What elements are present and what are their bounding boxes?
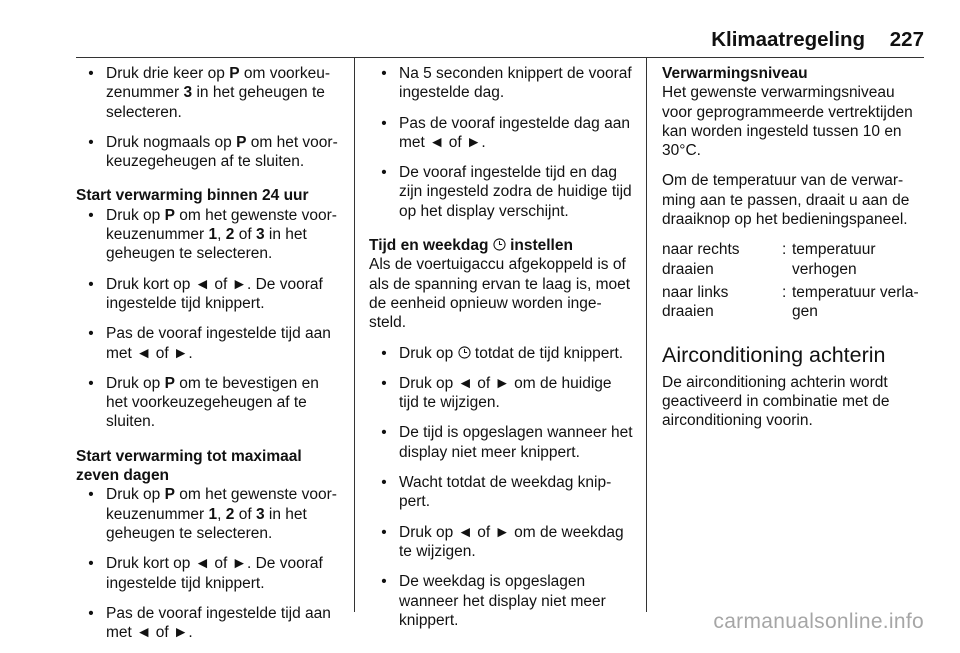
column-2	[369, 64, 633, 641]
section-title: Airconditioning achterin	[662, 342, 886, 367]
bullet: •	[381, 474, 387, 492]
bullet: •	[88, 604, 94, 622]
watermark: carmanualsonline.info	[713, 610, 924, 633]
list-item: • De weekdag is opgeslagen wanneer het display niet meer knippert.	[369, 572, 633, 630]
control-table-row: naar rechts draaien : temperatuur verhogen	[662, 241, 876, 278]
bullet: •	[381, 424, 387, 442]
list-item: • De vooraf ingestelde tijd en dag zijn ingesteld zodra de huidige tijd op het display verschijnt.	[369, 163, 633, 221]
left-arrow-icon: ◄	[429, 133, 445, 151]
column-3	[662, 64, 926, 441]
right-arrow-icon: ►	[494, 374, 510, 392]
paragraph: Om de temperatuur van de verwar-ming aan te passen, draait u aan de draaiknop op het bedieningspaneel.	[662, 172, 910, 229]
list-item: • Druk drie keer op P om voorkeu-zenummer 3 in het geheugen te selecteren.	[76, 64, 342, 122]
paragraph: Het gewenste verwarmingsniveau voor geprogrammeerde vertrektijden kan worden ingesteld tussen 10 en 30°C.	[662, 84, 913, 160]
section-heading: Start verwarming binnen 24 uur	[76, 187, 309, 205]
list-item: • Druk kort op ◄ of ►. De vooraf ingestelde tijd knippert.	[76, 275, 342, 314]
bullet: •	[381, 344, 387, 362]
bullet: •	[88, 325, 94, 343]
left-arrow-icon: ◄	[457, 374, 473, 392]
left-arrow-icon: ◄	[457, 523, 473, 541]
list-item: • Druk op P om het gewenste voor-keuzenummer 1, 2 of 3 in het geheugen te selecteren.	[76, 485, 342, 543]
bullet: •	[88, 374, 94, 392]
list-item: • Druk kort op ◄ of ►. De vooraf ingestelde tijd knippert.	[76, 554, 342, 593]
left-arrow-icon: ◄	[194, 555, 211, 573]
control-table-row: naar links draaien : temperatuur verla-gen	[662, 283, 919, 321]
header-rule	[76, 57, 924, 58]
column-divider-2	[646, 58, 647, 612]
bullet: •	[88, 555, 94, 573]
list-item: • De tijd is opgeslagen wanneer het display niet meer knippert.	[369, 423, 633, 462]
list-item: • Wacht totdat de weekdag knip-pert.	[369, 473, 633, 512]
list-item: • Druk op P om het gewenste voor-keuzenummer 1, 2 of 3 in het geheugen te selecteren.	[76, 206, 342, 264]
left-arrow-icon: ◄	[194, 275, 211, 293]
paragraph: Als de voertuigaccu afgekoppeld is of als de spanning ervan te laag is, moet de eenheid opnieuw worden inge-steld.	[369, 256, 631, 332]
page-header	[0, 0, 960, 58]
bullet: •	[88, 133, 94, 151]
bullet: •	[88, 486, 94, 504]
bullet: •	[381, 374, 387, 392]
bullet: •	[381, 65, 387, 82]
list-item: • Na 5 seconden knippert de vooraf ingestelde dag.	[369, 64, 633, 103]
column-1	[76, 64, 342, 653]
left-arrow-icon: ◄	[136, 624, 152, 642]
list-item: • Druk op totdat de tijd knippert.	[369, 344, 633, 363]
left-arrow-icon: ◄	[136, 344, 152, 362]
right-arrow-icon: ►	[231, 275, 247, 293]
clock-icon	[458, 346, 471, 359]
list-item: • Druk nogmaals op P om het voor-keuzegeheugen af te sluiten.	[76, 133, 342, 172]
bullet: •	[381, 573, 387, 591]
clock-icon	[493, 238, 506, 251]
column-divider-1	[354, 58, 355, 612]
right-arrow-icon: ►	[494, 523, 510, 541]
bullet: •	[88, 65, 94, 82]
list-item: • Druk op ◄ of ► om de weekdag te wijzigen.	[369, 523, 633, 562]
page-title: Klimaatregeling	[711, 28, 865, 51]
list-item: • Pas de vooraf ingestelde dag aan met ◄ of ►.	[369, 114, 633, 153]
section-heading: Verwarmingsniveau	[662, 65, 808, 82]
paragraph: De airconditioning achterin wordt geactiveerd in combinatie met de airconditioning voorin.	[662, 373, 890, 430]
list-item: • Druk op P om te bevestigen en het voorkeuzegeheugen af te sluiten.	[76, 374, 342, 432]
list-item: • Druk op ◄ of ► om de huidige tijd te wijzigen.	[369, 374, 633, 413]
bullet: •	[381, 164, 387, 182]
section-heading: Start verwarming tot maximaal zeven dagen	[76, 447, 302, 485]
right-arrow-icon: ►	[231, 555, 247, 573]
section-heading: Tijd en weekdag instellen	[369, 237, 573, 255]
right-arrow-icon: ►	[466, 133, 482, 151]
list-item: • Pas de vooraf ingestelde tijd aan met ◄ of ►.	[76, 324, 342, 363]
bullet: •	[88, 275, 94, 293]
page-number: 227	[889, 28, 924, 51]
bullet: •	[88, 206, 94, 224]
right-arrow-icon: ►	[173, 624, 189, 642]
right-arrow-icon: ►	[173, 344, 189, 362]
bullet: •	[381, 114, 387, 132]
list-item: • Pas de vooraf ingestelde tijd aan met ◄ of ►.	[76, 604, 342, 643]
bullet: •	[381, 523, 387, 541]
